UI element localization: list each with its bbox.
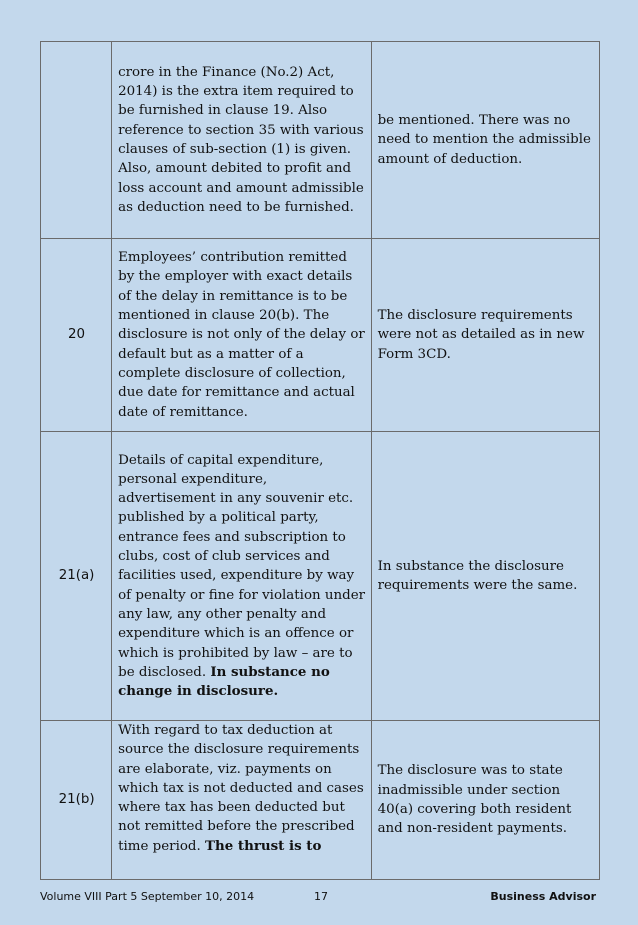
new-requirement-emphasis: In substance no change in disclosure. bbox=[118, 663, 330, 700]
earlier-requirement-cell: The disclosure was to state inadmissible under section 40(a) covering both resident and non-resident payments. bbox=[371, 721, 599, 880]
new-requirement-emphasis: The thrust is to bbox=[205, 837, 322, 854]
clause-number-cell: 21(b) bbox=[41, 721, 112, 880]
earlier-requirement-cell: In substance the disclosure requirements were the same. bbox=[371, 432, 599, 721]
clause-number-cell: 20 bbox=[41, 239, 112, 432]
table-row bbox=[41, 721, 600, 880]
new-requirement-cell bbox=[112, 721, 371, 880]
new-requirement-cell bbox=[112, 239, 371, 432]
earlier-requirement-cell: be mentioned. There was no need to mention the admissible amount of deduction. bbox=[371, 42, 599, 239]
table-row bbox=[41, 239, 600, 432]
earlier-requirement-cell: The disclosure requirements were not as detailed as in new Form 3CD. bbox=[371, 239, 599, 432]
new-requirement-text: With regard to tax deduction at source the disclosure requirements are elaborate, viz. payments on which tax is not deducted and cases where tax has been deducted but not remitted before the prescribed time period. bbox=[118, 723, 364, 854]
new-requirement-cell bbox=[112, 42, 371, 239]
footer-title: Business Advisor bbox=[490, 890, 596, 903]
page-number: 17 bbox=[314, 890, 328, 903]
footer-publication: Volume VIII Part 5 September 10, 2014 bbox=[40, 890, 255, 903]
page-footer bbox=[40, 889, 596, 905]
new-requirement-text: Details of capital expenditure, personal expenditure, advertisement in any souvenir etc. published by a political party, entrance fees and subscription to clubs, cost of club services and facilities used, expenditure by way of penalty or fine for violation under any law, any other penalty and expenditure which is an offence or which is prohibited by law – are to be disclosed. bbox=[118, 452, 366, 680]
new-requirement-cell bbox=[112, 432, 371, 721]
comparison-table bbox=[40, 41, 600, 880]
clause-number-cell bbox=[41, 42, 112, 239]
new-requirement-text: crore in the Finance (No.2) Act, 2014) is the extra item required to be furnished in clause 19. Also reference to section 35 with various clauses of sub-section (1) is given. Also, amount debited to profit and loss account and amount admissible as deduction need to be furnished. bbox=[118, 64, 364, 215]
table-row bbox=[41, 432, 600, 721]
table-row bbox=[41, 42, 600, 239]
new-requirement-text: Employees’ contribution remitted by the employer with exact details of the delay in remittance is to be mentioned in clause 20(b). The disclosure is not only of the delay or default but as a matter of a complete disclosure of collection, due date for remittance and actual date of remittance. bbox=[118, 250, 365, 420]
clause-number-cell: 21(a) bbox=[41, 432, 112, 721]
